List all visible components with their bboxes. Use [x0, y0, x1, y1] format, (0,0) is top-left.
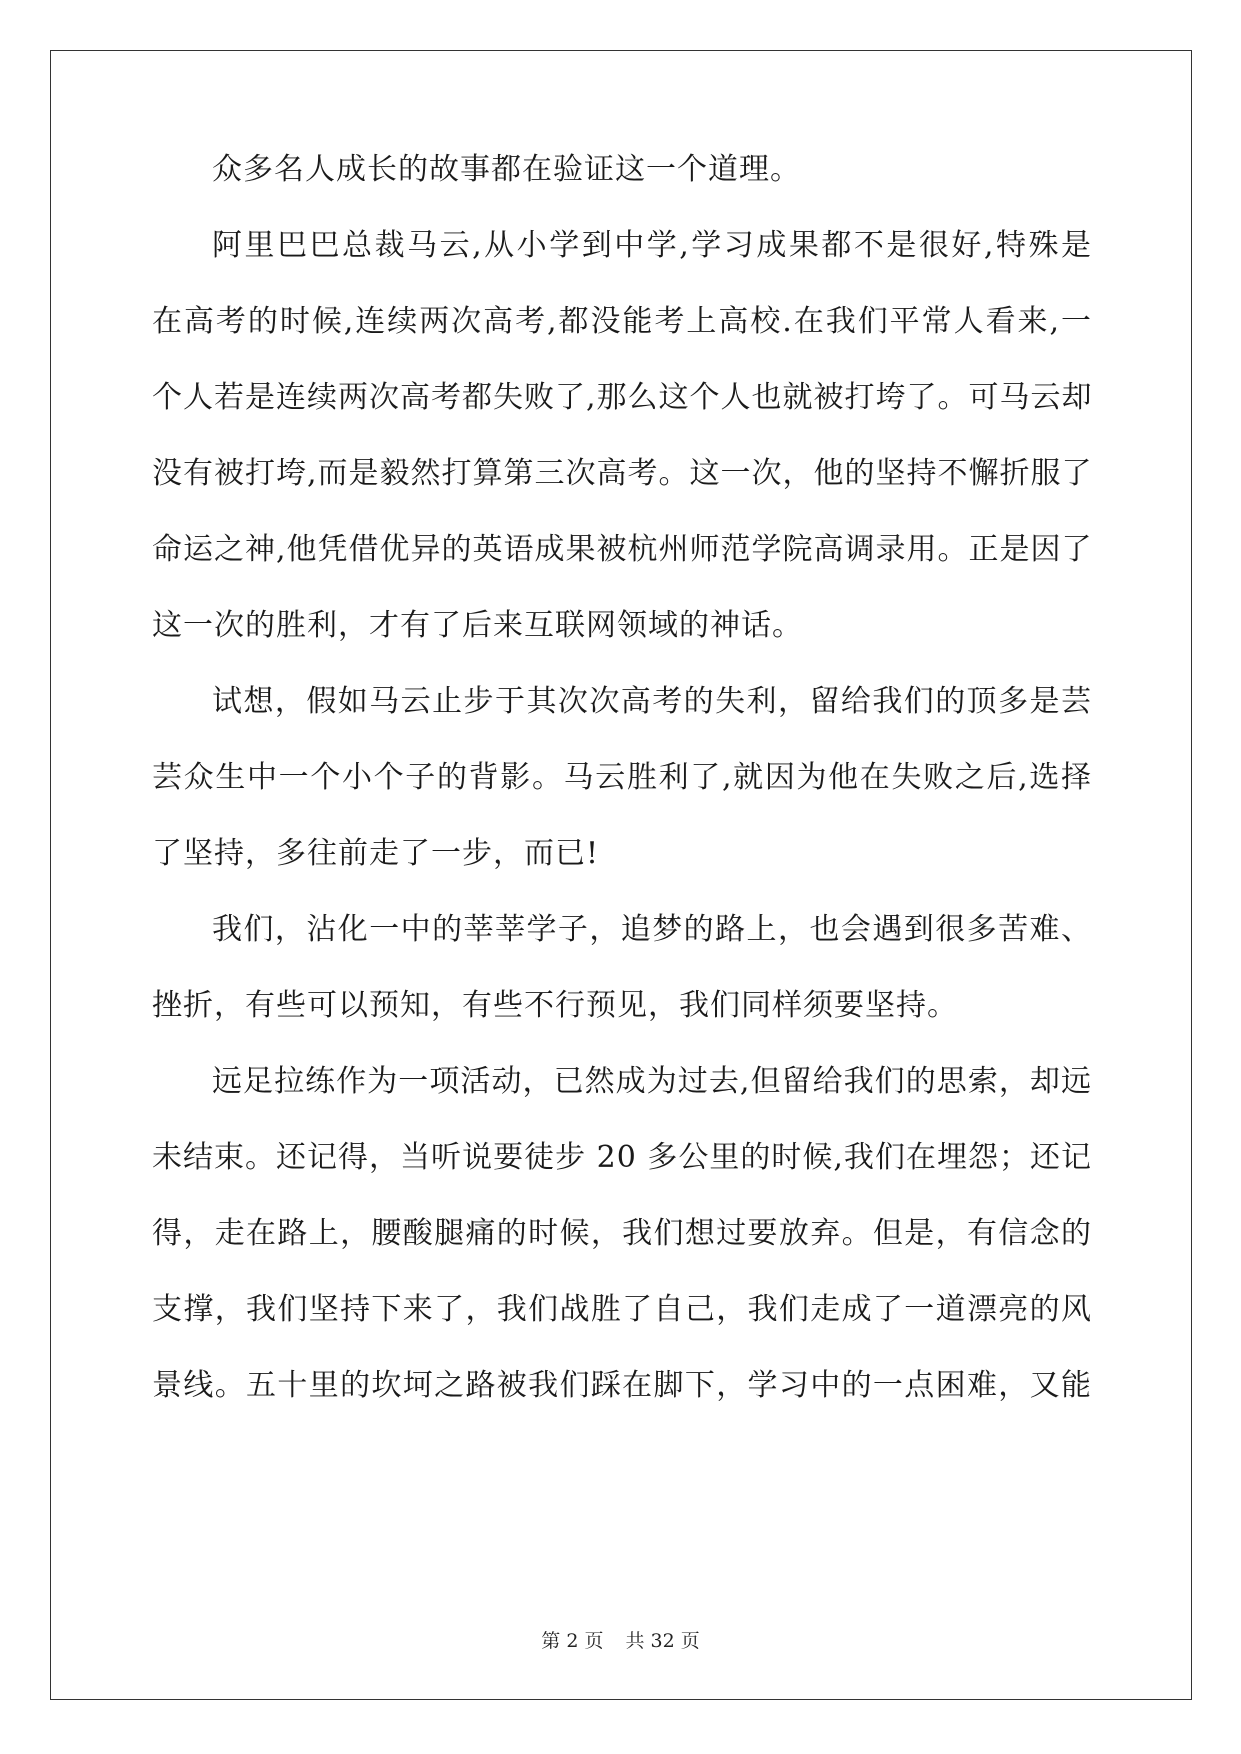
paragraph-line: 挫折，有些可以预知，有些不行预见，我们同样须要坚持。 [152, 988, 958, 1023]
page-footer [0, 1628, 1241, 1654]
paragraph-line: 众多名人成长的故事都在验证这一个道理。 [212, 152, 801, 187]
paragraph-line: 支撑，我们坚持下来了，我们战胜了自己，我们走成了一道漂亮的风 [152, 1292, 1092, 1327]
paragraph-line: 景线。五十里的坎坷之路被我们踩在脚下，学习中的一点困难，又能 [152, 1368, 1092, 1403]
paragraph-line: 这一次的胜利，才有了后来互联网领域的神话。 [152, 608, 803, 643]
paragraph-line: 了坚持，多往前走了一步，而已! [152, 836, 600, 871]
paragraph-line: 在高考的时候,连续两次高考,都没能考上高校.在我们平常人看来,一 [152, 304, 1092, 339]
page-border [50, 50, 1192, 1700]
paragraph-line: 命运之神,他凭借优异的英语成果被杭州师范学院高调录用。正是因了 [152, 532, 1093, 567]
paragraph-line: 阿里巴巴总裁马云,从小学到中学,学习成果都不是很好,特殊是 [212, 228, 1092, 263]
page-total: 共 32 页 [625, 1630, 700, 1652]
paragraph-line: 远足拉练作为一项活动，已然成为过去,但留给我们的思索，却远 [212, 1064, 1092, 1099]
paragraph-line: 试想，假如马云止步于其次次高考的失利，留给我们的顶多是芸 [212, 684, 1092, 719]
paragraph-line: 芸众生中一个小个子的背影。马云胜利了,就因为他在失败之后,选择 [152, 760, 1092, 795]
paragraph-line: 我们，沾化一中的莘莘学子，追梦的路上，也会遇到很多苦难、 [212, 912, 1092, 947]
page-number: 第 2 页 [541, 1630, 604, 1652]
paragraph-line: 个人若是连续两次高考都失败了,那么这个人也就被打垮了。可马云却 [152, 380, 1093, 415]
paragraph-line: 没有被打垮,而是毅然打算第三次高考。这一次，他的坚持不懈折服了 [152, 456, 1093, 491]
paragraph-line: 未结束。还记得，当听说要徒步 20 多公里的时候,我们在埋怨；还记 [152, 1140, 1092, 1175]
paragraph-line: 得，走在路上，腰酸腿痛的时候，我们想过要放弃。但是，有信念的 [152, 1216, 1092, 1251]
